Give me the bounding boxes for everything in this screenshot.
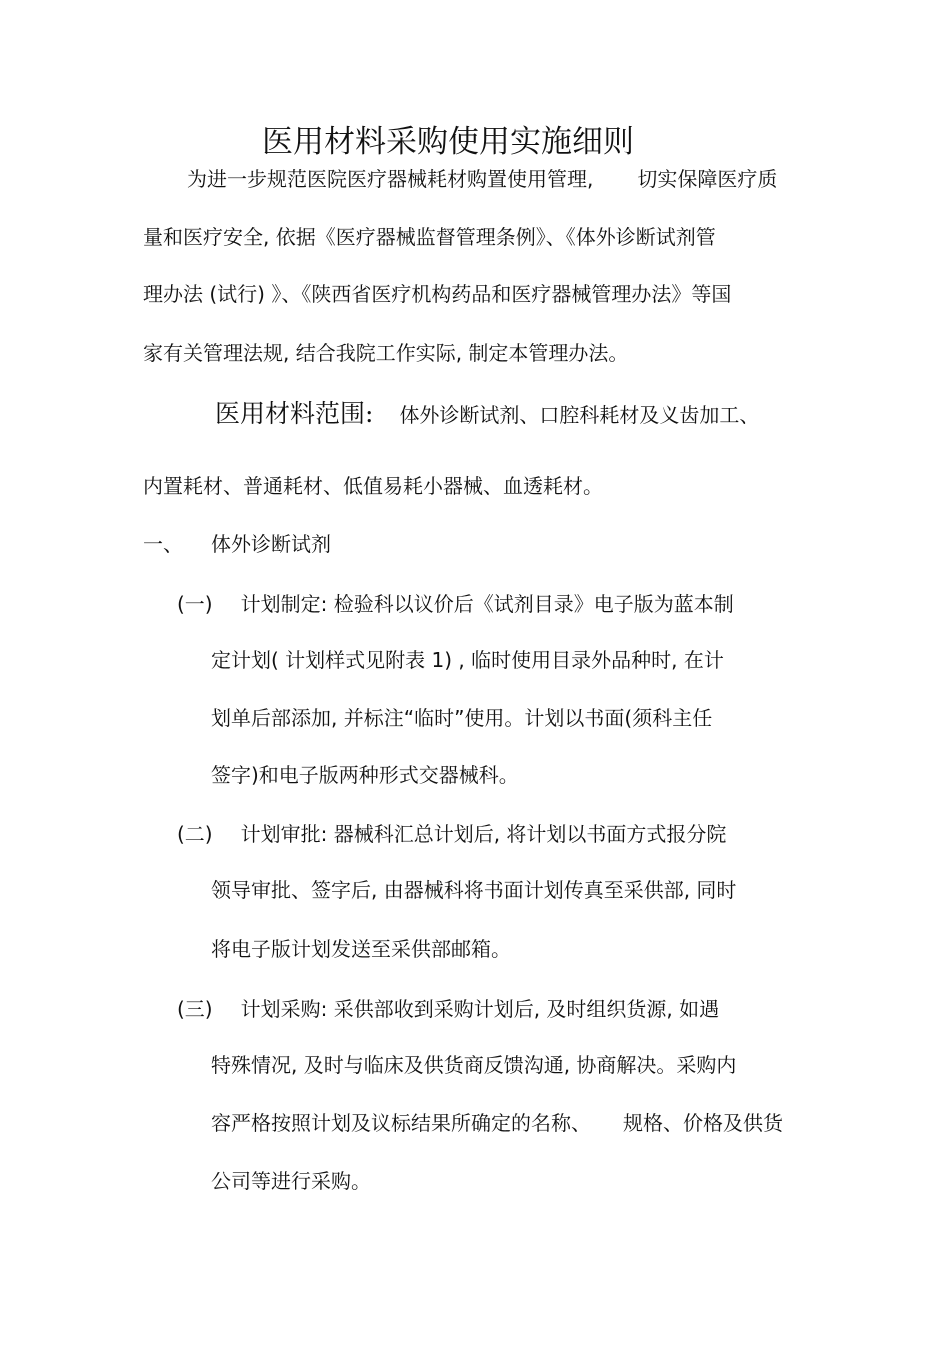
item-3-text-3b: 规格、价格及供货 (623, 1111, 783, 1135)
item-3-line-4: 公司等进行采购。 (211, 1169, 371, 1193)
section-title: 体外诊断试剂 (211, 532, 331, 556)
item-3-number: (三) (177, 997, 213, 1021)
item-3-line-3 (211, 1109, 783, 1137)
scope-label: 医用材料范围: (215, 399, 374, 428)
intro-line-1b: 切实保障医疗质 (637, 167, 778, 191)
item-1-line-4: 签字)和电子版两种形式交器械科。 (211, 763, 519, 787)
item-2-number: (二) (177, 822, 213, 846)
item-2-text-1: 计划审批: 器械科汇总计划后, 将计划以书面方式报分院 (240, 822, 727, 846)
item-2-line-3: 将电子版计划发送至采供部邮箱。 (211, 937, 511, 961)
section-1-heading (143, 530, 331, 558)
intro-line-1 (187, 165, 777, 193)
item-1-line-2: 定计划( 计划样式见附表 1) , 临时使用目录外品种时, 在计 (211, 648, 724, 672)
intro-line-2: 量和医疗安全, 依据《医疗器械监督管理条例》、《体外诊断试剂管 (143, 225, 716, 249)
document-title: 医用材料采购使用实施细则 (262, 124, 634, 160)
item-3-text-1: 计划采购: 采供部收到采购计划后, 及时组织货源, 如遇 (240, 997, 720, 1021)
item-2-line-1 (177, 820, 726, 848)
intro-line-4: 家有关管理法规, 结合我院工作实际, 制定本管理办法。 (143, 341, 629, 365)
item-1-number: (一) (177, 592, 213, 616)
section-number: 一、 (143, 532, 183, 556)
item-3-line-2: 特殊情况, 及时与临床及供货商反馈沟通, 协商解决。采购内 (211, 1053, 737, 1077)
item-3-line-1 (177, 995, 719, 1023)
item-1-line-3: 划单后部添加, 并标注“临时”使用。计划以书面(须科主任 (211, 706, 713, 730)
item-1-line-1 (177, 590, 734, 618)
item-3-text-3a: 容严格按照计划及议标结果所确定的名称、 (211, 1111, 591, 1135)
scope-line-1 (215, 400, 759, 429)
item-1-text-1: 计划制定: 检验科以议价后《试剂目录》电子版为蓝本制 (240, 592, 734, 616)
intro-line-3: 理办法 (试行) 》、《陕西省医疗机构药品和医疗器械管理办法》等国 (143, 282, 732, 306)
scope-items-1: 体外诊断试剂、口腔科耗材及义齿加工、 (399, 403, 760, 427)
item-2-line-2: 领导审批、签字后, 由器械科将书面计划传真至采供部, 同时 (211, 878, 737, 902)
intro-line-1a: 为进一步规范医院医疗器械耗材购置使用管理, (187, 167, 594, 191)
scope-line-2: 内置耗材、普通耗材、低值易耗小器械、血透耗材。 (143, 474, 603, 498)
